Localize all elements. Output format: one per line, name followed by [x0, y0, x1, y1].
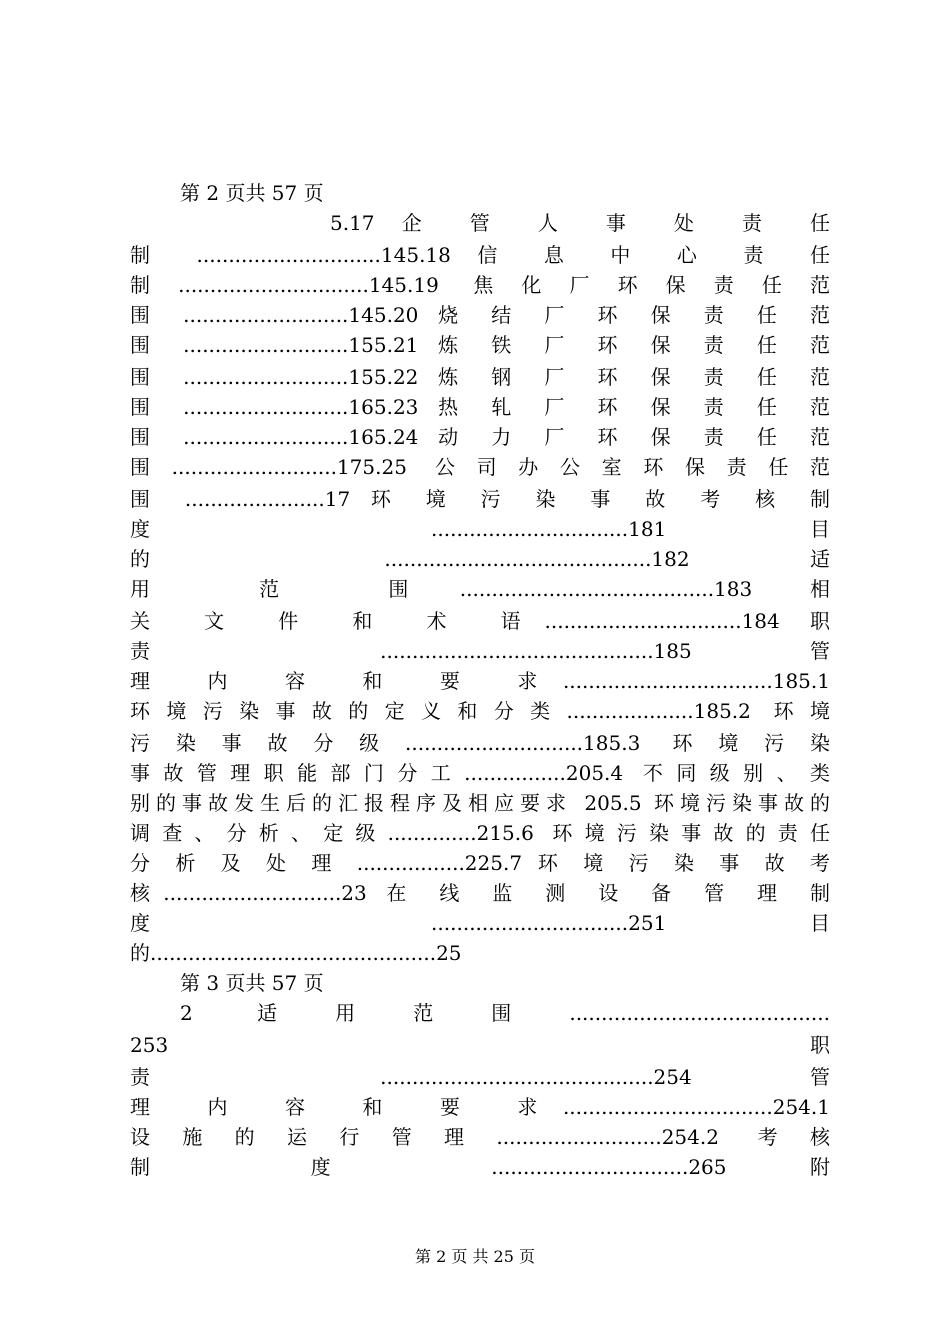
page-marker-line: 第 2 页共 57 页 — [180, 181, 324, 205]
toc-line: 253 职 — [130, 1033, 830, 1057]
toc-line: 的.............................................25 — [130, 941, 462, 965]
toc-line: 围 ..........................155.21 炼 铁 厂 环 保 责 任 范 — [130, 333, 830, 357]
toc-line: 围 ......................17 环 境 污 染 事 故 考 核 制 — [130, 487, 830, 511]
toc-line: 设施的运行管理..........................254.2 考核 — [130, 1125, 830, 1149]
toc-line: 理 内 容 和 要 求.................................185.1 — [130, 669, 830, 693]
toc-line: 围 ..........................155.22 炼 钢 厂 环 保 责 任 范 — [130, 365, 830, 389]
toc-line: 制..............................145.19 焦化厂环保责任范 — [130, 273, 830, 297]
toc-line: 5.17 企 管 人 事 处 责 任 — [330, 211, 830, 235]
toc-line: 围..........................175.25 公司办公室环保责任范 — [130, 455, 830, 479]
toc-line: 别的事故发生后的汇报程序及相应要求 205.5 环境污染事故的 — [130, 791, 830, 815]
page-marker-line: 第 3 页共 57 页 — [180, 971, 324, 995]
toc-line: 的 ..........................................182 适 — [130, 547, 830, 571]
toc-line: 2 适用范围......................................... — [180, 1001, 830, 1025]
toc-line: 事故管理职能部门分工................205.4 不同级别、类 — [130, 761, 830, 785]
toc-line: 环境污染事故的定义和分类....................185.2 环境 — [130, 699, 830, 723]
toc-line: 用 范 围........................................183 相 — [130, 577, 830, 601]
toc-line: 责 ...........................................254 管 — [130, 1065, 830, 1089]
toc-line: 理 内 容 和 要 求.................................254.1 — [130, 1095, 830, 1119]
toc-line: 度 ...............................181 目 — [130, 517, 830, 541]
toc-line: 关 文 件 和 术 语...............................184 职 — [130, 609, 830, 633]
toc-line: 责 ...........................................185 管 — [130, 639, 830, 663]
toc-line: 围 ..........................145.20 烧 结 厂 环 保 责 任 范 — [130, 303, 830, 327]
toc-line: 分 析 及 处 理 .................225.7 环 境 污 染 事 故 考 — [130, 851, 830, 875]
toc-line: 制 度 ...............................265 附 — [130, 1155, 830, 1179]
toc-line: 围 ..........................165.24 动 力 厂 环 保 责 任 范 — [130, 425, 830, 449]
page-footer: 第 2 页 共 25 页 — [415, 1247, 535, 1266]
toc-line: 核............................23 在 线 监 测 设 备 管 理 制 — [130, 881, 830, 905]
toc-line: 调查、分析、定级..............215.6 环境污染事故的责任 — [130, 821, 830, 845]
toc-line: 污染事故分级............................185.3 环境污染 — [130, 731, 830, 755]
toc-line: 度 ...............................251 目 — [130, 911, 830, 935]
toc-line: 围 ..........................165.23 热 轧 厂 环 保 责 任 范 — [130, 395, 830, 419]
toc-line: 制 .............................145.18 信 息 中 心 责 任 — [130, 243, 830, 267]
